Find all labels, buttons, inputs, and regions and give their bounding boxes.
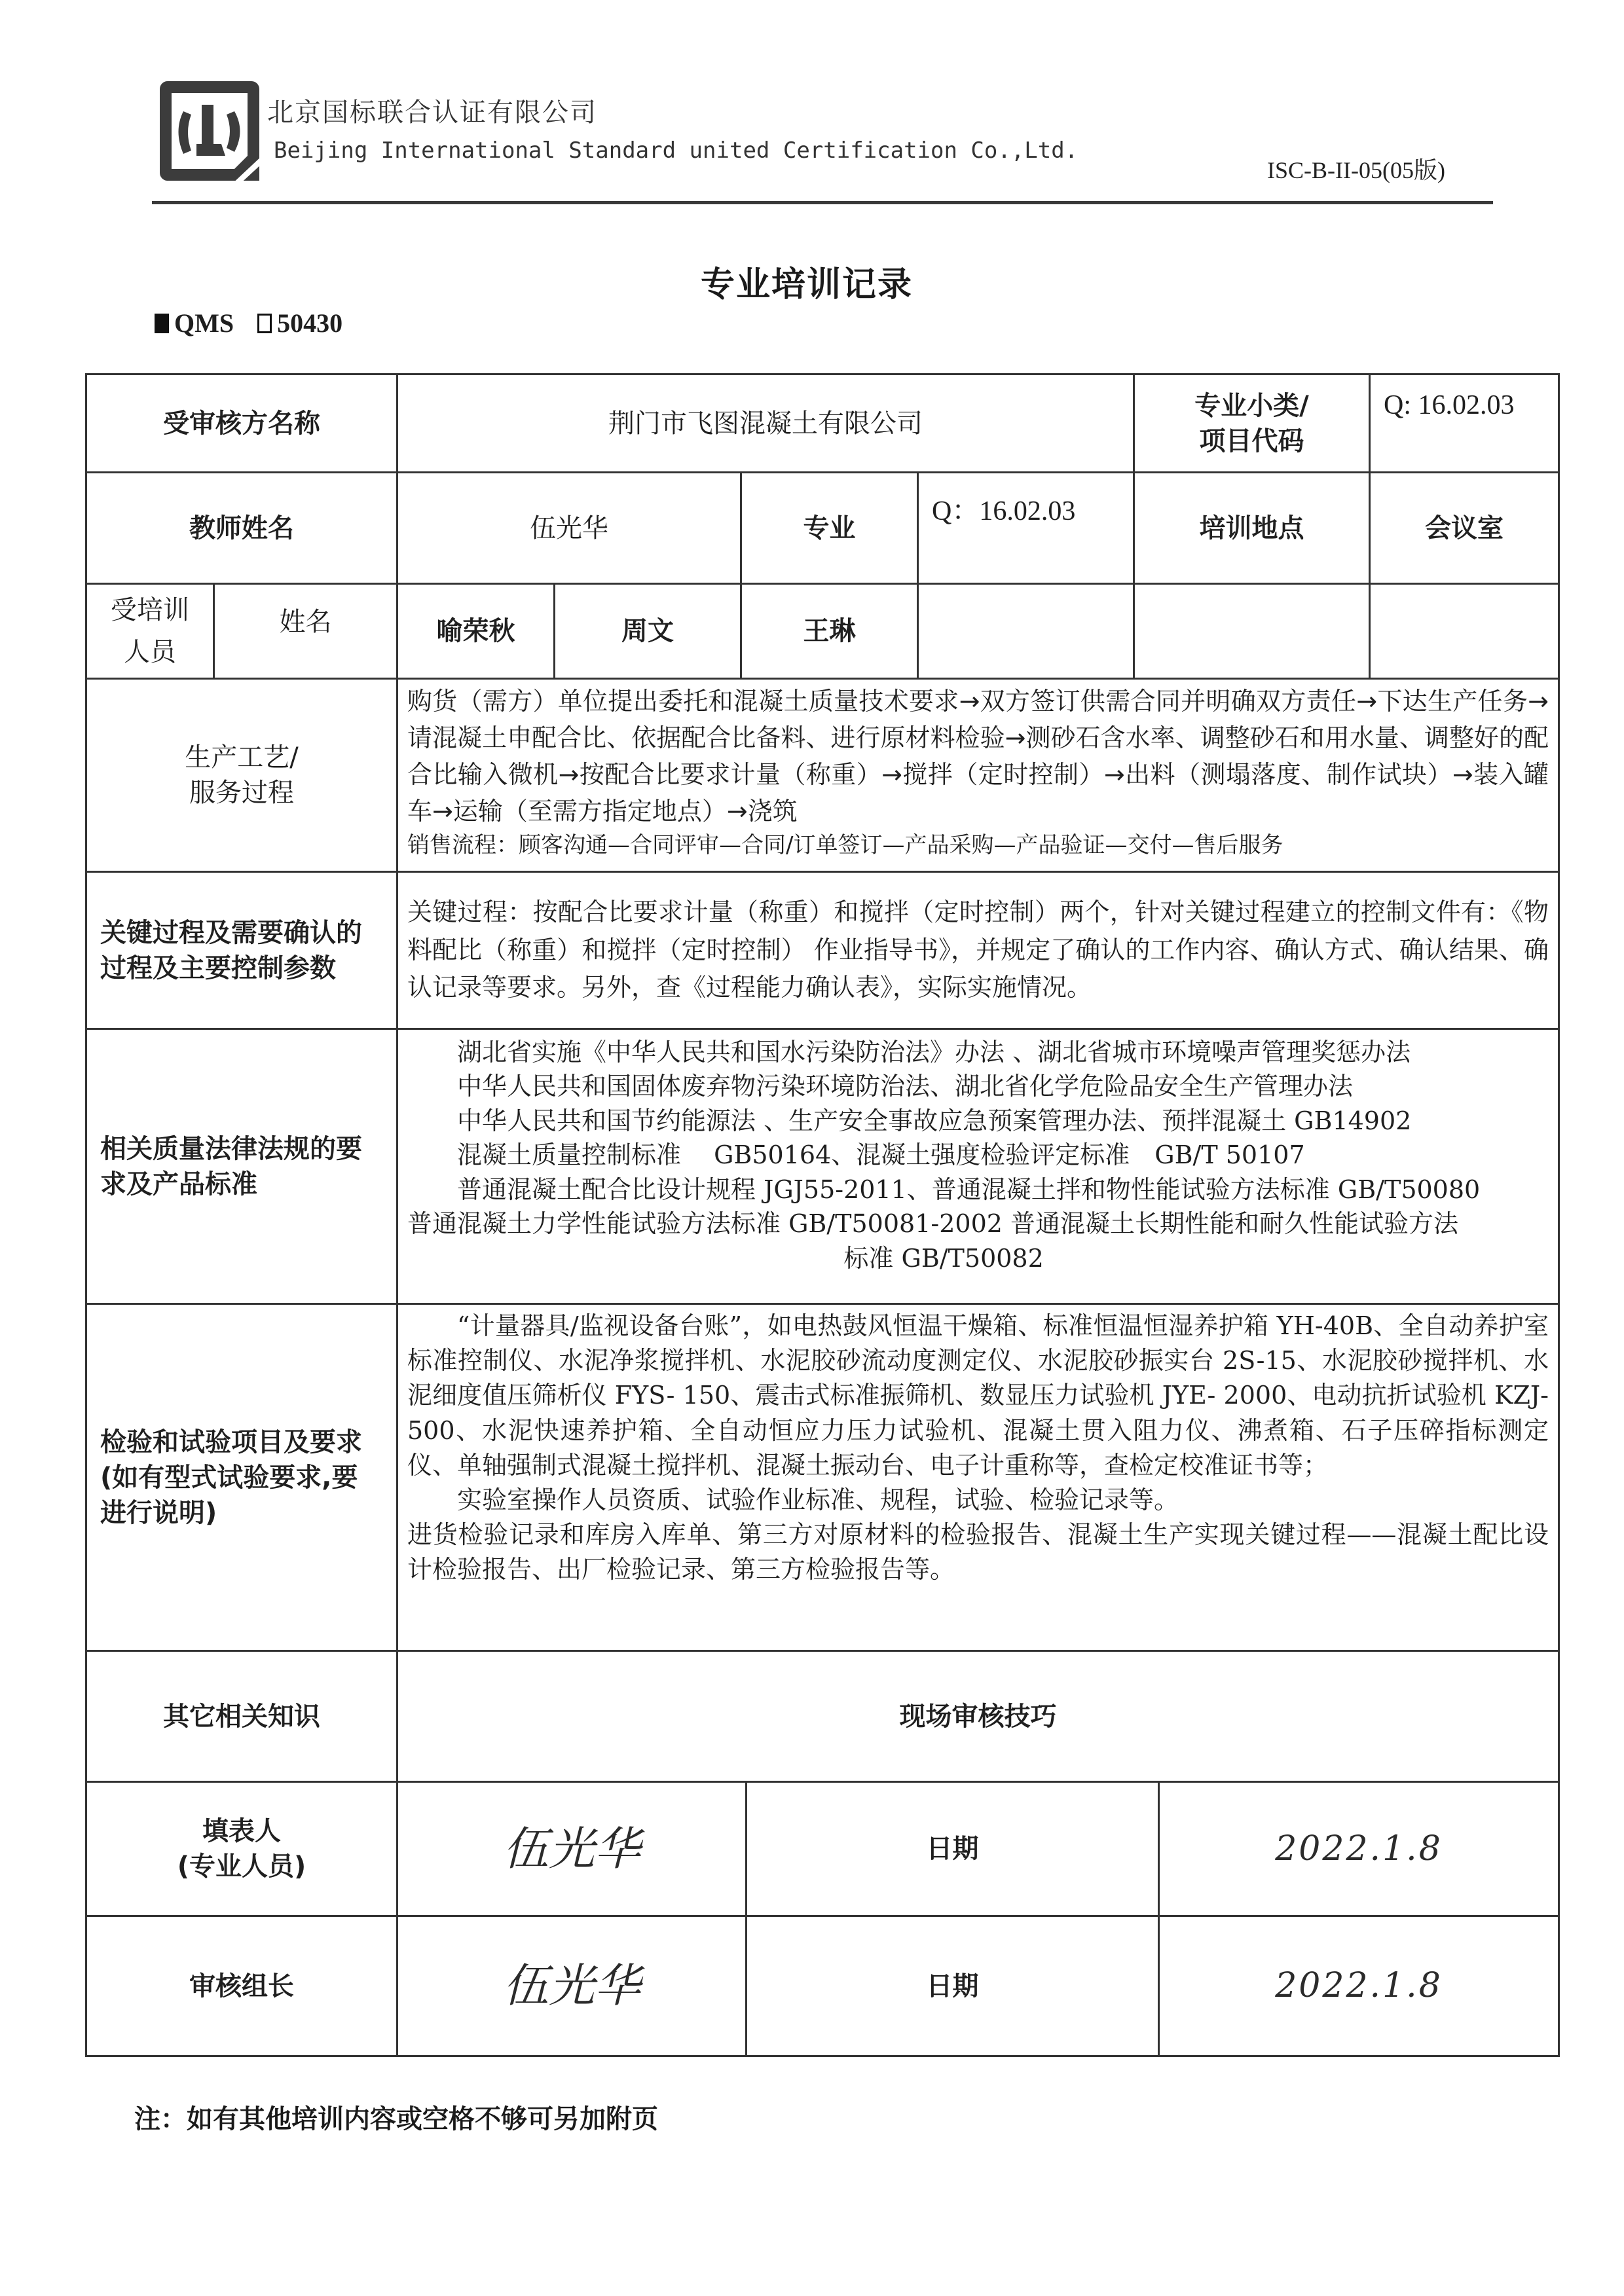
trainee-cell-5[interactable] bbox=[1133, 583, 1371, 680]
category-value[interactable]: Q: 16.02.03 bbox=[1384, 390, 1515, 420]
key-process-label-cell bbox=[85, 871, 398, 1030]
category-label-cell bbox=[1133, 373, 1371, 473]
inspection-paragraph: “计量器具/监视设备台账”，如电热鼓风恒温干燥箱、标准恒温恒湿养护箱 YH-40B、全自动养护室标准控制仪、水泥净浆搅拌机、水泥胶砂流动度测定仪、水泥胶砂振实台 2S-15、水泥胶砂搅拌机、水泥细度值压筛析仪 FYS- 150、震击式标准振筛机、数显压力试验机 JYE- 2000、电动抗折试验机 KZJ-500、水泥快速养护箱、全自动恒应力压力试验机、混凝土贯入阻力仪、沸煮箱、石子压碎指标测定仪、单轴强制式混凝土搅拌机、混凝土振动台、电子计重称等，查检定校准证书等； bbox=[407, 1311, 1549, 1480]
company-logo-icon bbox=[157, 79, 262, 187]
law-line: 普通混凝土配合比设计规程 JGJ55-2011、普通混凝土拌和物性能试验方法标准 GB/T50080 bbox=[457, 1175, 1481, 1204]
footnote: 注：如有其他培训内容或空格不够可另加附页 bbox=[134, 2104, 658, 2134]
trainee-cell-2 bbox=[553, 583, 742, 680]
filler-date-cell bbox=[1158, 1781, 1560, 1917]
law-line: 湖北省实施《中华人民共和国水污染防治法》办法 、湖北省城市环境噪声管理奖惩办法 bbox=[457, 1038, 1411, 1066]
process-label-cell bbox=[85, 678, 398, 873]
trainees-label-cell bbox=[85, 583, 215, 680]
category-value-cell bbox=[1369, 373, 1560, 473]
management-system-checkboxes bbox=[155, 308, 362, 338]
category-label: 专业小类/ 项目代码 bbox=[1194, 390, 1309, 456]
inspection-label: 检验和试验项目及要求 (如有型式试验要求,要进行说明) bbox=[100, 1427, 362, 1528]
trainees-name-label-cell bbox=[213, 583, 398, 680]
form-code: ISC-B-II-05(05版) bbox=[1267, 157, 1445, 183]
other-value-cell bbox=[396, 1650, 1560, 1783]
filler-date[interactable]: 2022.1.8 bbox=[1275, 1829, 1443, 1868]
filler-signature-cell bbox=[396, 1781, 747, 1917]
leader-date[interactable]: 2022.1.8 bbox=[1275, 1966, 1443, 2006]
law-line: 中华人民共和国固体废弃物污染环境防治法、湖北省化学危险品安全生产管理办法 bbox=[457, 1072, 1354, 1101]
inspection-paragraph: 进货检验记录和库房入库单、第三方对原材料的检验报告、混凝土生产实现关键过程——混凝土配比设计检验报告、出厂检验记录、第三方检验报告等。 bbox=[407, 1520, 1549, 1584]
company-name-en: Beijing International Standard united Certification Co.,Ltd. bbox=[274, 137, 1079, 164]
auditee-label: 受审核方名称 bbox=[163, 408, 320, 439]
laws-label: 相关质量法律法规的要求及产品标准 bbox=[100, 1133, 362, 1199]
inspection-label-cell bbox=[85, 1303, 398, 1652]
laws-value-cell bbox=[396, 1028, 1560, 1305]
law-line: 中华人民共和国节约能源法 、生产安全事故应急预案管理办法、预拌混凝土 GB14902 bbox=[457, 1106, 1412, 1135]
law-line: 普通混凝土力学性能试验方法标准 GB/T50081-2002 普通混凝土长期性能和耐久性能试验方法 bbox=[407, 1209, 1459, 1239]
location-label: 培训地点 bbox=[1199, 513, 1304, 543]
law-line: 混凝土质量控制标准 GB50164、混凝土强度检验评定标准 GB/T 50107 bbox=[457, 1140, 1305, 1170]
trainee-cell-1 bbox=[396, 583, 555, 680]
key-process-text: 关键过程：按配合比要求计量（称重）和搅拌（定时控制）两个，针对关键过程建立的控制文件有：《物料配比（称重）和搅拌（定时控制） 作业指导书》，并规定了确认的工作内容、确认方式、确认结果、确认记录等要求。另外，查《过程能力确认表》，实际实施情况。 bbox=[407, 897, 1549, 1002]
location-value-cell bbox=[1369, 471, 1560, 585]
50430-label: 50430 bbox=[277, 308, 343, 338]
inspection-paragraph: 实验室操作人员资质、试验作业标准、规程，试验、检验记录等。 bbox=[457, 1485, 1179, 1514]
auditee-label-cell bbox=[85, 373, 398, 473]
sales-process-text: 销售流程：顾客沟通—合同评审—合同/订单签订—产品采购—产品验证—交付—售后服务 bbox=[407, 832, 1283, 859]
auditee-value[interactable]: 荆门市飞图混凝土有限公司 bbox=[608, 408, 923, 439]
filler-date-label-cell bbox=[745, 1781, 1160, 1917]
filler-signature[interactable]: 伍光华 bbox=[503, 1821, 640, 1876]
laws-label-cell bbox=[85, 1028, 398, 1305]
filler-label: 填表人 (专业人员) bbox=[177, 1816, 306, 1882]
production-process-text: 购货（需方）单位提出委托和混凝土质量技术要求→双方签订供需合同并明确双方责任→下达生产任务→请混凝土申配合比、依据配合比备料、进行原材料检验→测砂石含水率、调整砂石和用水量、调整好的配合比输入微机→按配合比要求计量（称重）→搅拌（定时控制）→出料（测塌落度、制作试块）→装入罐车→运输（至需方指定地点）→浇筑 bbox=[407, 687, 1549, 826]
trainee-cell-3 bbox=[740, 583, 919, 680]
trainee-name[interactable]: 王琳 bbox=[803, 616, 856, 646]
other-value[interactable]: 现场审核技巧 bbox=[899, 1701, 1057, 1732]
location-value[interactable]: 会议室 bbox=[1425, 513, 1504, 543]
leader-signature[interactable]: 伍光华 bbox=[503, 1959, 640, 2013]
trainees-name-label: 姓名 bbox=[279, 607, 332, 637]
other-label: 其它相关知识 bbox=[163, 1701, 320, 1732]
company-name-cn: 北京国标联合认证有限公司 bbox=[267, 98, 597, 128]
specialty-label-cell bbox=[740, 471, 919, 585]
auditee-value-cell bbox=[396, 373, 1135, 473]
filler-label-cell bbox=[85, 1781, 398, 1917]
specialty-value-cell bbox=[917, 471, 1135, 585]
key-process-label: 关键过程及需要确认的过程及主要控制参数 bbox=[100, 917, 362, 983]
teacher-label: 教师姓名 bbox=[189, 513, 294, 543]
trainee-cell-6[interactable] bbox=[1369, 583, 1560, 680]
leader-date-label: 日期 bbox=[926, 1971, 979, 2001]
leader-signature-cell bbox=[396, 1915, 747, 2057]
teacher-value-cell bbox=[396, 471, 742, 585]
other-label-cell bbox=[85, 1650, 398, 1783]
key-process-value-cell bbox=[396, 871, 1560, 1030]
teacher-label-cell bbox=[85, 471, 398, 585]
leader-label-cell bbox=[85, 1915, 398, 2057]
header-divider bbox=[152, 201, 1493, 204]
qms-checkbox[interactable] bbox=[155, 314, 169, 333]
leader-label: 审核组长 bbox=[189, 1971, 294, 2001]
inspection-value-cell bbox=[396, 1303, 1560, 1652]
teacher-value[interactable]: 伍光华 bbox=[530, 513, 608, 543]
trainee-name[interactable]: 喻荣秋 bbox=[436, 616, 515, 646]
process-value-cell bbox=[396, 678, 1560, 873]
training-record-table bbox=[85, 373, 1560, 2057]
50430-checkbox[interactable] bbox=[257, 314, 272, 333]
filler-date-label: 日期 bbox=[926, 1834, 979, 1864]
specialty-label: 专业 bbox=[803, 513, 856, 543]
trainee-name[interactable]: 周文 bbox=[621, 616, 674, 646]
leader-date-label-cell bbox=[745, 1915, 1160, 2057]
specialty-value[interactable]: Q：16.02.03 bbox=[932, 496, 1076, 526]
process-label: 生产工艺/ 服务过程 bbox=[185, 742, 299, 808]
trainees-label: 受培训 人员 bbox=[111, 595, 189, 667]
qms-label: QMS bbox=[174, 308, 234, 338]
law-line: 标准 GB/T50082 bbox=[843, 1243, 1044, 1273]
document-title: 专业培训记录 bbox=[701, 265, 913, 304]
leader-date-cell bbox=[1158, 1915, 1560, 2057]
location-label-cell bbox=[1133, 471, 1371, 585]
trainee-cell-4[interactable] bbox=[917, 583, 1135, 680]
